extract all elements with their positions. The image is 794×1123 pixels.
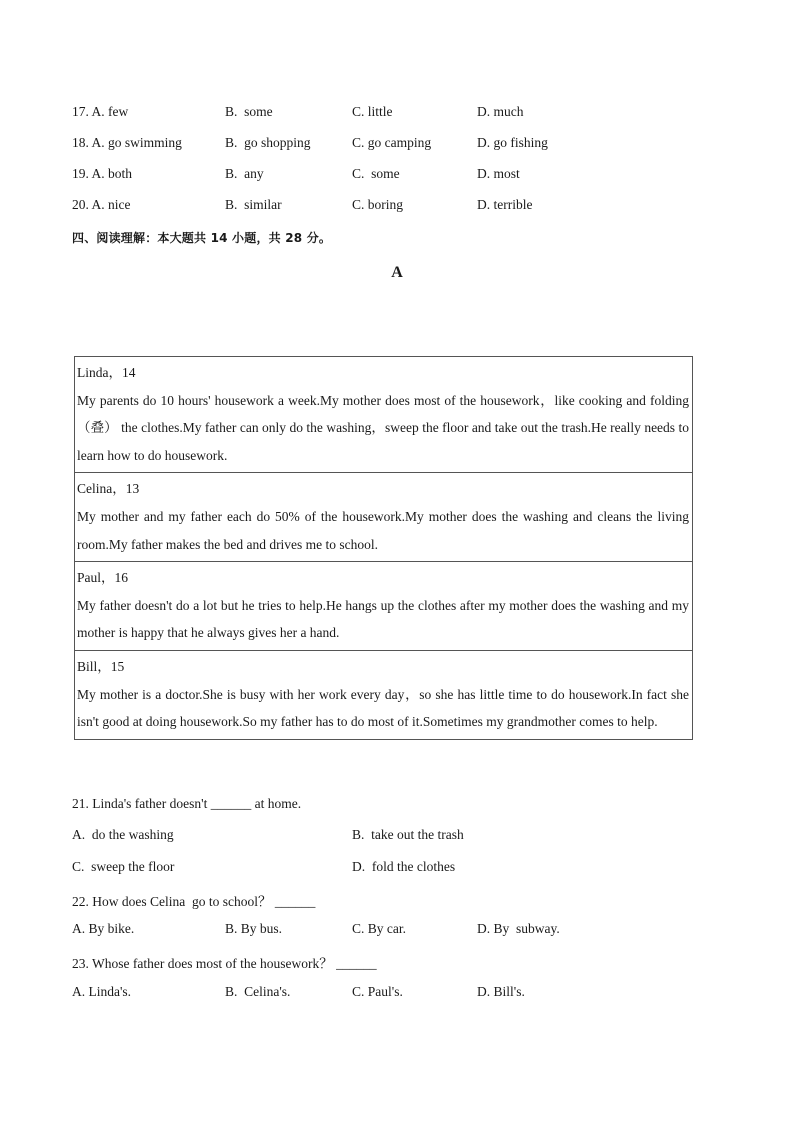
entry-body: My father doesn't do a lot but he tries to help.He hangs up the clothes after my mother does the washing and my mother is happy that he always gives her a hand.	[77, 597, 689, 641]
q22-option-b: B. By bus.	[225, 921, 283, 936]
entry-paul	[75, 561, 692, 650]
q20-option-c: C. boring	[352, 197, 404, 212]
question-17-row	[72, 104, 692, 122]
entry-name: Linda，14	[77, 365, 136, 380]
passage-title: A	[391, 264, 403, 281]
q21-option-d: D. fold the clothes	[352, 859, 456, 874]
entry-bill	[75, 650, 692, 739]
entry-linda	[75, 357, 692, 472]
q23-option-a: A. Linda's.	[72, 984, 132, 999]
entry-name: Bill，15	[77, 658, 125, 674]
q17-option-c: C. little	[352, 104, 393, 119]
q19-option-a: 19. A. both	[72, 166, 133, 181]
question-19-row	[72, 166, 692, 184]
q19-option-b: B. any	[225, 166, 264, 181]
question-20-row	[72, 197, 692, 215]
q18-option-d: D. go fishing	[477, 135, 548, 150]
q17-option-b: B. some	[225, 104, 273, 119]
q21-option-c: C. sweep the floor	[72, 859, 175, 874]
entry-celina	[75, 472, 692, 561]
q23-option-c: C. Paul's.	[352, 984, 403, 999]
q22-option-a: A. By bike.	[72, 921, 135, 936]
entry-name: Celina，13	[77, 481, 140, 497]
question-23-stem: 23. Whose father does most of the housework？ ______	[72, 956, 377, 971]
section-heading: 四、阅读理解：本大题共 14 小题，共 28 分。	[72, 231, 332, 245]
q23-option-b: B. Celina's.	[225, 984, 291, 999]
question-18-row	[72, 135, 692, 153]
q22-option-d: D. By subway.	[477, 921, 560, 936]
q22-option-c: C. By car.	[352, 921, 406, 936]
q18-option-b: B. go shopping	[225, 135, 311, 150]
q17-option-a: 17. A. few	[72, 104, 129, 119]
question-21-stem: 21. Linda's father doesn't ______ at home.	[72, 796, 302, 811]
entry-name: Paul，16	[77, 570, 129, 586]
passage-table	[74, 356, 693, 740]
q23-option-d: D. Bill's.	[477, 984, 525, 999]
q18-option-c: C. go camping	[352, 135, 432, 150]
q20-option-b: B. similar	[225, 197, 282, 212]
q21-option-b: B. take out the trash	[352, 827, 464, 842]
q20-option-a: 20. A. nice	[72, 197, 131, 212]
q20-option-d: D. terrible	[477, 197, 533, 212]
q17-option-d: D. much	[477, 104, 524, 119]
question-22-stem: 22. How does Celina go to school？ ______	[72, 894, 316, 909]
q21-option-a: A. do the washing	[72, 827, 174, 842]
q18-option-a: 18. A. go swimming	[72, 135, 182, 150]
entry-body: My mother and my father each do 50% of the housework.My mother does the washing and cleans the living room.My father makes the bed and drives me to school.	[77, 508, 689, 552]
entry-body: My mother is a doctor.She is busy with her work every day，so she has little time to do housework.In fact she isn't good at doing housework.So my father has to do most of it.Sometimes my grandmother comes to help.	[77, 686, 689, 730]
q19-option-d: D. most	[477, 166, 520, 181]
q19-option-c: C. some	[352, 166, 400, 181]
entry-body: My parents do 10 hours' housework a week.My mother does most of the housework，like cooking and folding （叠） the clothes.My father can only do the washing，sweep the floor and take out the trash.He really needs to learn how to do housework.	[77, 392, 689, 463]
